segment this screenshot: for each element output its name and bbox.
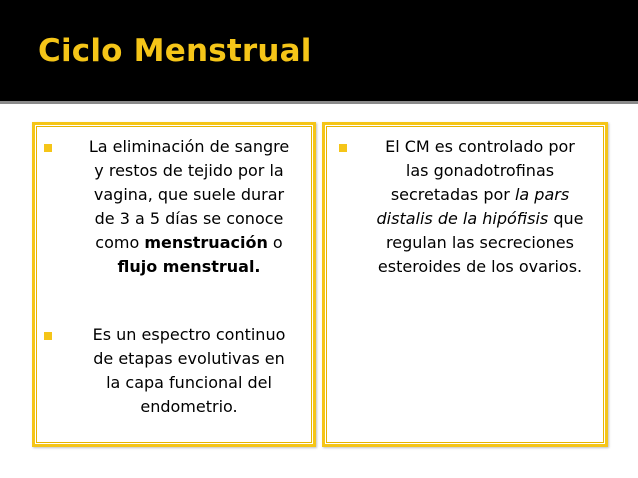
text-line: Es un espectro continuo	[92, 325, 286, 344]
bullet-square-icon	[44, 332, 52, 340]
slide-title: Ciclo Menstrual	[38, 33, 312, 69]
text-line: y restos de tejido por la	[94, 161, 284, 180]
bold-term: menstruación	[144, 233, 268, 252]
text-line: El CM es controlado por	[385, 137, 575, 156]
text-span: secretadas por	[390, 185, 515, 204]
text-span: que	[548, 209, 584, 228]
text-line: la capa funcional del	[106, 373, 272, 392]
text-line: La eliminación de sangre	[88, 137, 290, 156]
bullet-text-cm-control	[353, 135, 607, 279]
text-span: o	[267, 233, 283, 252]
text-line: de etapas evolutivas en	[93, 349, 285, 368]
text-line	[59, 255, 319, 279]
text-line: endometrio.	[140, 397, 238, 416]
title-divider	[0, 101, 638, 104]
title-bar	[0, 0, 638, 101]
text-line: regulan las secreciones	[386, 233, 574, 252]
text-span: como	[95, 233, 145, 252]
text-line	[59, 231, 319, 255]
left-content-box	[32, 122, 316, 447]
text-line	[353, 183, 607, 207]
italic-term: la pars	[514, 185, 570, 204]
right-content-box	[322, 122, 608, 447]
bullet-text-spectrum	[59, 323, 319, 419]
bullet-square-icon	[44, 144, 52, 152]
text-line	[353, 207, 607, 231]
text-line: las gonadotrofinas	[405, 161, 555, 180]
text-line: de 3 a 5 días se conoce	[94, 209, 284, 228]
italic-term: distalis de la hipófisis	[376, 209, 549, 228]
text-line: esteroides de los ovarios.	[377, 257, 583, 276]
bullet-text-menstruation	[59, 135, 319, 279]
bold-term: flujo menstrual.	[117, 257, 261, 276]
text-line: vagina, que suele durar	[93, 185, 285, 204]
bullet-square-icon	[339, 144, 347, 152]
